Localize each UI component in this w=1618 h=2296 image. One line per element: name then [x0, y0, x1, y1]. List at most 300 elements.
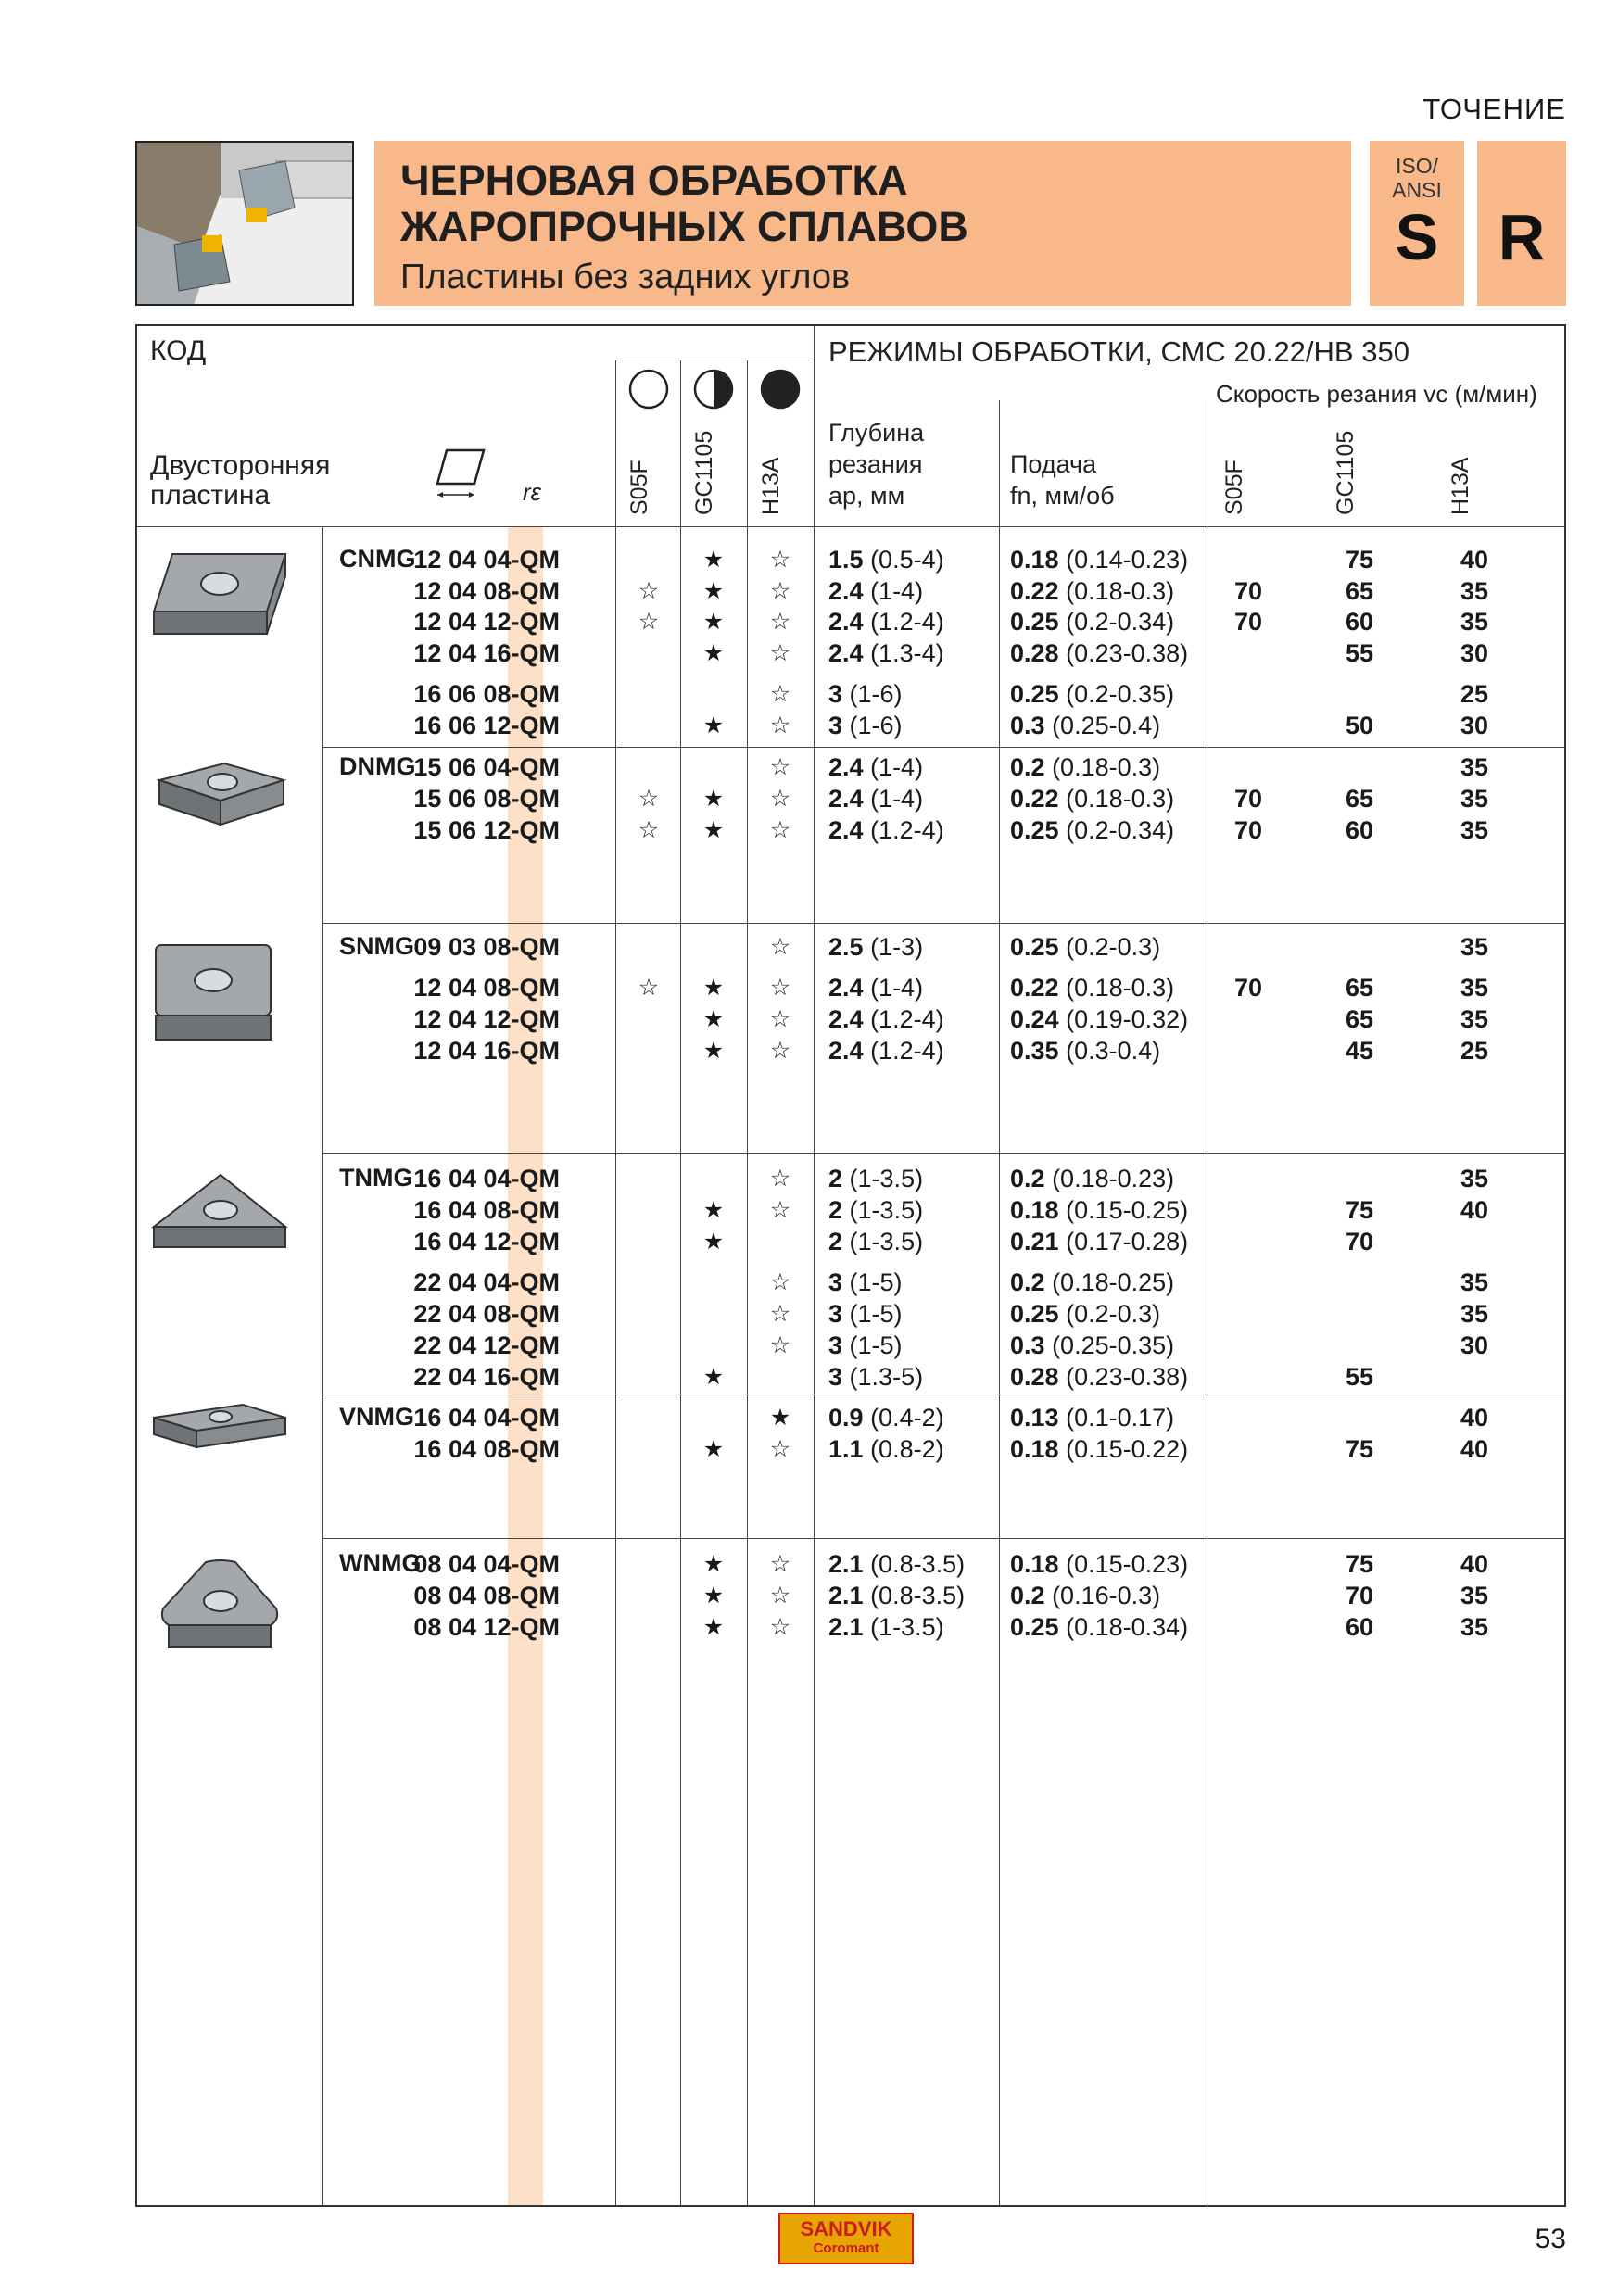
cutting-speed-v3: 40 [1460, 1550, 1489, 1578]
grade-label-gc1105: GC1105 [691, 430, 717, 515]
cutting-speed-v2: 60 [1346, 816, 1374, 844]
cutting-speed-v2: 60 [1346, 1613, 1374, 1641]
feed-range: (0.1-0.17) [1066, 1404, 1175, 1432]
grade-recommendation-gc1105: ★ [702, 1583, 725, 1608]
feed [1010, 973, 1174, 1003]
cutting-speed-v3: 35 [1460, 753, 1489, 781]
feed-value: 0.3 [1010, 1331, 1045, 1359]
feed-value: 0.24 [1010, 1005, 1059, 1033]
feed [1010, 752, 1160, 783]
depth-of-cut [828, 1036, 944, 1066]
cutting-speed-v3: 35 [1460, 974, 1489, 1002]
divider-line [814, 326, 815, 2205]
insert-code: 16 04 08-QM [413, 1435, 560, 1463]
cutting-speed-v2: 75 [1346, 546, 1374, 574]
depth-of-cut [828, 1331, 903, 1361]
depth-value: 3 [828, 680, 843, 708]
feed-value: 0.3 [1010, 712, 1045, 739]
insert-code: 16 04 04-QM [413, 1404, 560, 1432]
feed [1010, 607, 1174, 637]
depth-of-cut [828, 576, 923, 607]
depth-value: 2.4 [828, 974, 864, 1002]
feed [1010, 545, 1188, 575]
cutting-speed-v3: 35 [1460, 1165, 1489, 1192]
feed-range: (0.23-0.38) [1066, 639, 1189, 667]
insert-code: 22 04 04-QM [413, 1268, 560, 1296]
feed [1010, 1612, 1188, 1643]
cutting-speed-v2: 70 [1346, 1582, 1374, 1609]
cutting-speed-v2: 60 [1346, 608, 1374, 636]
cutting-speed-v1: 70 [1234, 608, 1263, 636]
feed-value: 0.25 [1010, 1613, 1059, 1641]
grade-label-h13a: H13A [758, 457, 784, 515]
finishing-circle-icon [626, 367, 671, 411]
feed-range: (0.18-0.3) [1052, 753, 1161, 781]
grade-recommendation-h13a: ☆ [769, 681, 791, 707]
depth-range: (1.2-4) [870, 816, 944, 844]
cutting-speed-v3: 35 [1460, 1300, 1489, 1328]
depth-range: (1-4) [870, 785, 924, 813]
grade-recommendation-s05f: ☆ [638, 578, 660, 604]
grade-recommendation-gc1105: ★ [702, 547, 725, 573]
feed [1010, 1164, 1174, 1194]
insert-family: SNMG [339, 932, 414, 960]
insert-code: 12 04 08-QM [413, 577, 560, 605]
depth-range: (0.8-3.5) [870, 1550, 966, 1578]
feed-value: 0.35 [1010, 1037, 1059, 1065]
feed-range: (0.25-0.35) [1052, 1331, 1175, 1359]
depth-value: 2 [828, 1165, 843, 1192]
depth-of-cut [828, 1403, 944, 1433]
cutting-speed-v2: 70 [1346, 1228, 1374, 1255]
cutting-speed-v3: 35 [1460, 933, 1489, 961]
grade-recommendation-h13a: ☆ [769, 578, 791, 604]
radius-header: rε [523, 478, 542, 506]
grade-recommendation-h13a: ☆ [769, 1436, 791, 1462]
divider-line [322, 1153, 1564, 1154]
feed-label-3: fn, мм/об [1010, 482, 1115, 510]
depth-range: (1-3.5) [870, 1613, 944, 1641]
insert-family: WNMG [339, 1549, 422, 1577]
depth-of-cut [828, 784, 923, 814]
feed [1010, 1403, 1174, 1433]
depth-of-cut [828, 1299, 903, 1330]
grade-recommendation-gc1105: ★ [702, 975, 725, 1001]
feed-range: (0.15-0.23) [1066, 1550, 1189, 1578]
grade-recommendation-gc1105: ★ [702, 786, 725, 812]
cutting-speed-v2: 65 [1346, 785, 1374, 813]
grade-recommendation-h13a: ☆ [769, 1006, 791, 1032]
cutting-speed-v2: 65 [1346, 1005, 1374, 1033]
sandvik-logo [778, 2213, 914, 2264]
depth-of-cut [828, 679, 903, 710]
grade-recommendation-h13a: ☆ [769, 786, 791, 812]
iso-box [1370, 141, 1464, 306]
logo-text-bottom: Coromant [813, 2240, 879, 2256]
cutting-speed-v2: 50 [1346, 712, 1374, 739]
insert-code: 12 04 04-QM [413, 546, 560, 574]
insert-image-tnmg [150, 1167, 289, 1269]
cutting-speed-v3: 40 [1460, 1196, 1489, 1224]
divider-line [322, 526, 323, 2205]
feed [1010, 1268, 1174, 1298]
depth-of-cut [828, 1195, 923, 1226]
cutting-speed-v3: 25 [1460, 680, 1489, 708]
tool-photo [135, 141, 354, 306]
grade-recommendation-h13a: ☆ [769, 640, 791, 666]
grade-recommendation-gc1105: ★ [702, 1614, 725, 1640]
feed-range: (0.19-0.32) [1066, 1005, 1189, 1033]
insert-code: 16 04 12-QM [413, 1228, 560, 1255]
divider-line [322, 1538, 1564, 1539]
depth-of-cut [828, 1612, 944, 1643]
feed [1010, 1434, 1188, 1465]
page-title-line-2: ЖАРОПРОЧНЫХ СПЛАВОВ [400, 203, 968, 250]
depth-of-cut [828, 752, 923, 783]
depth-range: (1-6) [849, 712, 903, 739]
depth-range: (1.2-4) [870, 608, 944, 636]
feed-value: 0.18 [1010, 546, 1059, 574]
divider-line [322, 923, 1564, 924]
depth-of-cut [828, 545, 944, 575]
r-box [1477, 141, 1566, 306]
depth-range: (1.3-5) [849, 1363, 924, 1391]
grade-recommendation-s05f: ☆ [638, 609, 660, 635]
cutting-speed-v3: 25 [1460, 1037, 1489, 1065]
feed-range: (0.18-0.3) [1066, 785, 1175, 813]
grade-recommendation-gc1105: ★ [702, 1436, 725, 1462]
grade-recommendation-gc1105: ★ [702, 1364, 725, 1390]
depth-range: (1.2-4) [870, 1037, 944, 1065]
cutting-data-table [135, 324, 1566, 2207]
depth-range: (0.8-2) [870, 1435, 944, 1463]
feed [1010, 576, 1174, 607]
depth-range: (1-3.5) [849, 1228, 924, 1255]
cutting-speed-v3: 35 [1460, 577, 1489, 605]
depth-of-cut [828, 932, 923, 963]
depth-range: (1-4) [870, 974, 924, 1002]
grade-recommendation-gc1105: ★ [702, 578, 725, 604]
insert-image-cnmg [150, 545, 289, 647]
grade-recommendation-h13a: ☆ [769, 1332, 791, 1358]
depth-of-cut [828, 607, 944, 637]
grade-recommendation-h13a: ☆ [769, 754, 791, 780]
depth-range: (1-5) [849, 1331, 903, 1359]
feed [1010, 784, 1174, 814]
insert-code: 09 03 08-QM [413, 933, 560, 961]
insert-code: 15 06 12-QM [413, 816, 560, 844]
depth-value: 2.4 [828, 785, 864, 813]
depth-value: 2.5 [828, 933, 864, 961]
cutting-speed-v3: 30 [1460, 712, 1489, 739]
insert-code: 08 04 04-QM [413, 1550, 560, 1578]
feed-range: (0.23-0.38) [1066, 1363, 1189, 1391]
insert-image-dnmg [150, 752, 289, 845]
insert-code: 12 04 16-QM [413, 1037, 560, 1065]
depth-of-cut [828, 1581, 965, 1611]
depth-label-3: ap, мм [828, 482, 905, 510]
depth-range: (1-5) [849, 1268, 903, 1296]
depth-value: 2.4 [828, 1037, 864, 1065]
feed [1010, 1227, 1188, 1257]
feed-range: (0.18-0.23) [1052, 1165, 1175, 1192]
insert-code: 15 06 04-QM [413, 753, 560, 781]
speed-grade-label-gc1105: GC1105 [1333, 430, 1359, 515]
cutting-speed-v3: 35 [1460, 1613, 1489, 1641]
feed [1010, 932, 1160, 963]
feed [1010, 679, 1174, 710]
insert-family: TNMG [339, 1164, 413, 1192]
depth-value: 3 [828, 712, 843, 739]
feed [1010, 1004, 1188, 1035]
depth-value: 2.4 [828, 639, 864, 667]
insert-type-label-1: Двусторонняя [150, 450, 331, 481]
insert-code: 16 06 12-QM [413, 712, 560, 739]
cutting-speed-v3: 35 [1460, 1005, 1489, 1033]
insert-code: 22 04 12-QM [413, 1331, 560, 1359]
feed-value: 0.22 [1010, 785, 1059, 813]
grade-recommendation-h13a: ☆ [769, 1166, 791, 1192]
depth-value: 3 [828, 1331, 843, 1359]
cutting-speed-v2: 75 [1346, 1550, 1374, 1578]
depth-value: 0.9 [828, 1404, 864, 1432]
insert-code: 15 06 08-QM [413, 785, 560, 813]
cutting-speed-v2: 75 [1346, 1196, 1374, 1224]
cutting-speed-v3: 35 [1460, 785, 1489, 813]
feed [1010, 1581, 1160, 1611]
cutting-speed-v3: 35 [1460, 1268, 1489, 1296]
cutting-speed-v2: 75 [1346, 1435, 1374, 1463]
depth-of-cut [828, 1434, 944, 1465]
page-number: 53 [1535, 2224, 1566, 2254]
depth-range: (0.4-2) [870, 1404, 944, 1432]
title-box [374, 141, 1351, 306]
depth-label-1: Глубина [828, 419, 925, 447]
cutting-speed-label: Скорость резания vc (м/мин) [1216, 380, 1537, 408]
grade-recommendation-h13a: ☆ [769, 975, 791, 1001]
feed [1010, 1362, 1188, 1393]
grade-recommendation-gc1105: ★ [702, 1197, 725, 1223]
insert-code: 08 04 12-QM [413, 1613, 560, 1641]
depth-range: (0.8-3.5) [870, 1582, 966, 1609]
depth-value: 2.1 [828, 1550, 864, 1578]
feed-range: (0.25-0.4) [1052, 712, 1161, 739]
feed-range: (0.14-0.23) [1066, 546, 1189, 574]
grade-recommendation-gc1105: ★ [702, 609, 725, 635]
depth-of-cut [828, 1268, 903, 1298]
depth-range: (1-4) [870, 577, 924, 605]
insert-family: DNMG [339, 752, 416, 780]
grade-recommendation-s05f: ☆ [638, 786, 660, 812]
grade-recommendation-gc1105: ★ [702, 1551, 725, 1577]
feed-value: 0.2 [1010, 753, 1045, 781]
grade-recommendation-h13a: ☆ [769, 934, 791, 960]
grade-recommendation-h13a: ☆ [769, 1551, 791, 1577]
depth-value: 2.4 [828, 1005, 864, 1033]
cutting-speed-v2: 45 [1346, 1037, 1374, 1065]
depth-of-cut [828, 1227, 923, 1257]
grade-recommendation-gc1105: ★ [702, 713, 725, 738]
logo-text-top: SANDVIK [800, 2217, 892, 2240]
depth-value: 2.4 [828, 577, 864, 605]
grade-recommendation-gc1105: ★ [702, 640, 725, 666]
insert-family: VNMG [339, 1403, 414, 1431]
grade-recommendation-gc1105: ★ [702, 1006, 725, 1032]
feed-value: 0.25 [1010, 816, 1059, 844]
depth-of-cut [828, 1362, 923, 1393]
grade-recommendation-h13a: ☆ [769, 1301, 791, 1327]
feed-range: (0.3-0.4) [1066, 1037, 1161, 1065]
depth-range: (1.2-4) [870, 1005, 944, 1033]
depth-value: 2.4 [828, 608, 864, 636]
insert-image-snmg [150, 938, 280, 1049]
feed [1010, 1549, 1188, 1580]
feed-value: 0.18 [1010, 1435, 1059, 1463]
insert-code: 08 04 08-QM [413, 1582, 560, 1609]
divider-line [137, 526, 1564, 527]
feed-range: (0.17-0.28) [1066, 1228, 1189, 1255]
insert-family: CNMG [339, 545, 416, 573]
feed-value: 0.2 [1010, 1268, 1045, 1296]
depth-value: 1.1 [828, 1435, 864, 1463]
feed-value: 0.22 [1010, 577, 1059, 605]
medium-half-circle-icon [691, 367, 736, 411]
feed-value: 0.13 [1010, 1404, 1059, 1432]
grade-recommendation-s05f: ☆ [638, 975, 660, 1001]
feed [1010, 815, 1174, 846]
depth-value: 2 [828, 1228, 843, 1255]
grade-recommendation-h13a: ☆ [769, 1038, 791, 1064]
cutting-speed-v1: 70 [1234, 785, 1263, 813]
feed [1010, 1331, 1174, 1361]
grade-recommendation-gc1105: ★ [702, 1038, 725, 1064]
divider-line [680, 360, 681, 2205]
depth-range: (1-3.5) [849, 1196, 924, 1224]
divider-line [999, 400, 1000, 2205]
depth-value: 3 [828, 1268, 843, 1296]
feed-range: (0.18-0.3) [1066, 577, 1175, 605]
insert-code: 22 04 08-QM [413, 1300, 560, 1328]
cutting-speed-v1: 70 [1234, 577, 1263, 605]
feed-value: 0.2 [1010, 1582, 1045, 1609]
depth-of-cut [828, 973, 923, 1003]
insert-code: 22 04 16-QM [413, 1363, 560, 1391]
cutting-speed-v2: 65 [1346, 974, 1374, 1002]
grade-recommendation-h13a: ☆ [769, 817, 791, 843]
grade-recommendation-h13a: ☆ [769, 1583, 791, 1608]
feed [1010, 1036, 1160, 1066]
feed-value: 0.28 [1010, 1363, 1059, 1391]
feed-range: (0.2-0.3) [1066, 933, 1161, 961]
cutting-speed-v3: 30 [1460, 1331, 1489, 1359]
feed-value: 0.25 [1010, 680, 1059, 708]
feed-value: 0.18 [1010, 1550, 1059, 1578]
feed-value: 0.25 [1010, 1300, 1059, 1328]
feed-range: (0.15-0.22) [1066, 1435, 1189, 1463]
depth-value: 2 [828, 1196, 843, 1224]
depth-value: 1.5 [828, 546, 864, 574]
cutting-speed-v2: 65 [1346, 577, 1374, 605]
depth-range: (1-5) [849, 1300, 903, 1328]
feed-value: 0.25 [1010, 608, 1059, 636]
cutting-speed-v2: 55 [1346, 1363, 1374, 1391]
feed-range: (0.15-0.25) [1066, 1196, 1189, 1224]
r-letter: R [1498, 201, 1546, 273]
depth-of-cut [828, 1004, 944, 1035]
section-label: ТОЧЕНИЕ [1422, 93, 1566, 125]
depth-value: 2.4 [828, 816, 864, 844]
depth-range: (1-3) [870, 933, 924, 961]
depth-value: 3 [828, 1363, 843, 1391]
cutting-speed-v3: 40 [1460, 1404, 1489, 1432]
depth-value: 2.4 [828, 753, 864, 781]
feed-range: (0.18-0.3) [1066, 974, 1175, 1002]
speed-grade-label-h13a: H13A [1447, 457, 1473, 515]
insert-code: 12 04 08-QM [413, 974, 560, 1002]
feed-range: (0.18-0.25) [1052, 1268, 1175, 1296]
depth-range: (1-4) [870, 753, 924, 781]
feed-value: 0.25 [1010, 933, 1059, 961]
feed-value: 0.28 [1010, 639, 1059, 667]
depth-label-2: резания [828, 450, 923, 478]
insert-shape-icon [434, 447, 489, 502]
cutting-speed-v3: 30 [1460, 639, 1489, 667]
grade-recommendation-h13a: ☆ [769, 1197, 791, 1223]
depth-value: 3 [828, 1300, 843, 1328]
cutting-speed-v3: 35 [1460, 608, 1489, 636]
depth-value: 2.1 [828, 1582, 864, 1609]
divider-line [747, 360, 748, 2205]
insert-type-label-2: пластина [150, 480, 271, 511]
feed-range: (0.18-0.34) [1066, 1613, 1189, 1641]
feed [1010, 711, 1160, 741]
feed-value: 0.18 [1010, 1196, 1059, 1224]
grade-recommendation-gc1105: ★ [702, 817, 725, 843]
cutting-speed-v1: 70 [1234, 816, 1263, 844]
depth-of-cut [828, 711, 903, 741]
insert-code: 12 04 12-QM [413, 608, 560, 636]
insert-code: 12 04 16-QM [413, 639, 560, 667]
speed-grade-label-s05f: S05F [1221, 460, 1247, 515]
page-subtitle: Пластины без задних углов [400, 258, 851, 296]
cutting-speed-v3: 40 [1460, 1435, 1489, 1463]
feed-range: (0.2-0.3) [1066, 1300, 1161, 1328]
feed-value: 0.2 [1010, 1165, 1045, 1192]
divider-line [615, 360, 616, 2205]
cutting-speed-v3: 35 [1460, 1582, 1489, 1609]
feed-range: (0.2-0.34) [1066, 608, 1175, 636]
roughing-filled-circle-icon [758, 367, 803, 411]
code-header: КОД [150, 335, 207, 366]
depth-range: (1.3-4) [870, 639, 944, 667]
grade-recommendation-h13a: ☆ [769, 713, 791, 738]
feed [1010, 1299, 1160, 1330]
cutting-speed-v3: 35 [1460, 816, 1489, 844]
cutting-speed-v3: 40 [1460, 546, 1489, 574]
iso-letter: S [1395, 201, 1439, 273]
depth-of-cut [828, 815, 944, 846]
depth-of-cut [828, 1549, 965, 1580]
grade-recommendation-s05f: ☆ [638, 817, 660, 843]
grade-recommendation-h13a: ☆ [769, 547, 791, 573]
depth-of-cut [828, 1164, 923, 1194]
feed-range: (0.2-0.34) [1066, 816, 1175, 844]
depth-range: (0.5-4) [870, 546, 944, 574]
cutting-speed-v1: 70 [1234, 974, 1263, 1002]
depth-range: (1-6) [849, 680, 903, 708]
feed-value: 0.21 [1010, 1228, 1059, 1255]
cutting-data-header: РЕЖИМЫ ОБРАБОТКИ, СМС 20.22/HB 350 [828, 335, 1409, 368]
